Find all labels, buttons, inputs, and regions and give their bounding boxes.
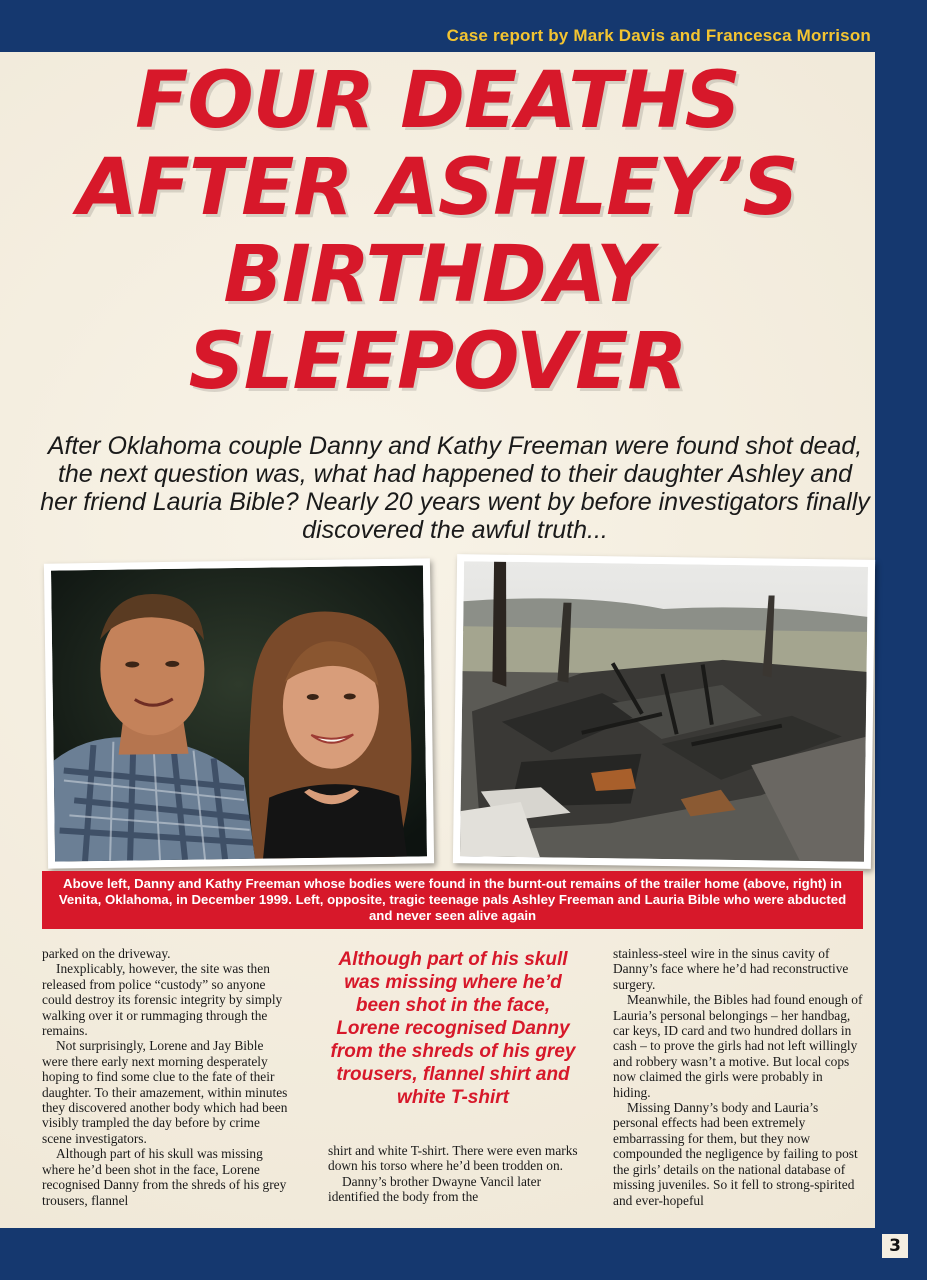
body-column-2 xyxy=(328,1143,578,1205)
body-column-1 xyxy=(42,946,292,1208)
headline-line-4: SLEEPOVER xyxy=(188,317,687,407)
byline: Case report by Mark Davis and Francesca Morrison xyxy=(446,26,871,45)
paragraph: parked on the driveway. xyxy=(42,946,171,961)
photo-caption: Above left, Danny and Kathy Freeman whose bodies were found in the burnt-out remains of the trailer home (above, right) in Venita, Oklahoma, in December 1999. Left, opposite, tragic teenage pals Ashley Freeman and Lauria Bible who were abducted and never seen alive again xyxy=(42,871,863,929)
headline-line-1: FOUR DEATHS xyxy=(135,56,740,146)
burnt-trailer-photo xyxy=(453,554,875,869)
paragraph: Danny’s brother Dwayne Vancil later identified the body from the xyxy=(328,1173,542,1205)
right-frame-bar xyxy=(875,0,927,1280)
paragraph: Not surprisingly, Lorene and Jay Bible were there early next morning desperately hoping to find some clue to the fate of their daughter. To their amazement, within minutes they discovered another body which had been visibly trampled the day before by crime scene investigators. xyxy=(42,1038,288,1146)
paragraph: Although part of his skull was missing where he’d been shot in the face, Lorene recognised Danny from the shreds of his grey trousers, flannel xyxy=(42,1146,287,1208)
paragraph: Missing Danny’s body and Lauria’s personal effects had been extremely embarrassing for them, but they now compounded the negligence by failing to post the girls’ details on the national database of missing juveniles. So it fell to strong-spirited and ever-hopeful xyxy=(613,1100,858,1208)
paragraph: Inexplicably, however, the site was then released from police “custody” so anyone could destroy its forensic integrity by simply walking over it or rummaging through the remains. xyxy=(42,961,283,1039)
paragraph: shirt and white T-shirt. There were even marks down his torso where he’d been trodden on. xyxy=(328,1143,578,1174)
pull-quote: Although part of his skull was missing where he’d been shot in the face, Lorene recognised Danny from the shreds of his grey trousers, flannel shirt and white T-shirt xyxy=(330,949,576,1108)
paragraph: stainless-steel wire in the sinus cavity of Danny’s face where he’d had reconstructive surgery. xyxy=(613,946,849,992)
standfirst: After Oklahoma couple Danny and Kathy Freeman were found shot dead, the next question was, what had happened to their daughter Ashley and her friend Lauria Bible? Nearly 20 years went by before investigators finally discovered the awful truth... xyxy=(40,432,870,544)
burnt-trailer-photo-image xyxy=(460,561,868,862)
headline-line-2: AFTER ASHLEY’S xyxy=(77,143,798,233)
body-column-3 xyxy=(613,946,863,1208)
headline-line-3: BIRTHDAY xyxy=(223,230,652,320)
headline xyxy=(30,58,845,406)
paragraph: Meanwhile, the Bibles had found enough of Lauria’s personal belongings – her handbag, car keys, ID card and two hundred dollars in cash – to prove the girls had not left willingly and robbery wasn’t a motive. But local cops now claimed the girls were probably in hiding. xyxy=(613,992,863,1100)
page-number: 3 xyxy=(873,1230,917,1270)
couple-photo xyxy=(44,558,434,868)
bottom-frame-bar xyxy=(0,1228,927,1280)
couple-photo-image xyxy=(51,565,427,861)
